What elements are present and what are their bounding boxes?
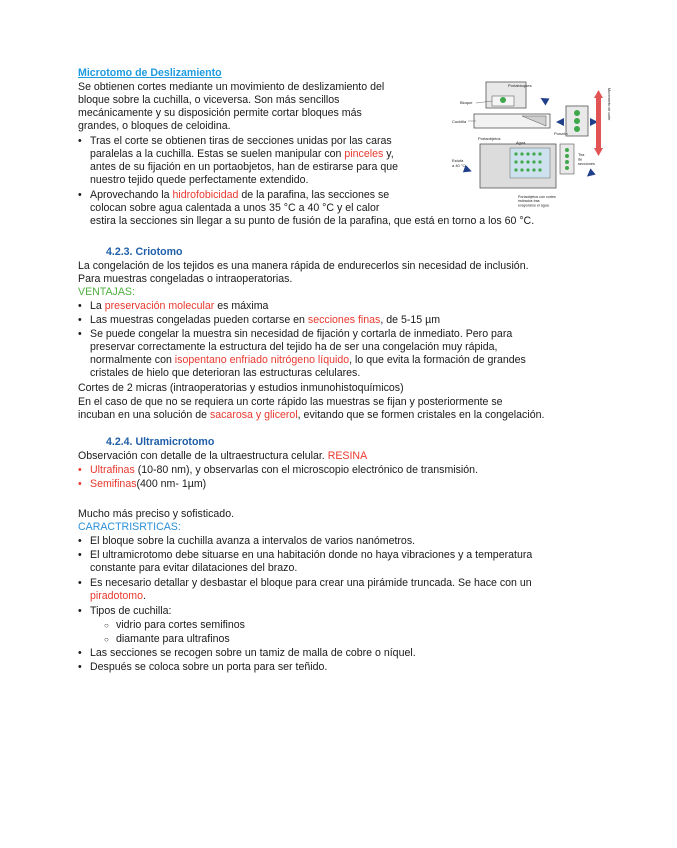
label-tira: Tira de secciones [578, 153, 595, 166]
highlight-piradotomo: piradotomo [90, 590, 143, 602]
bullet-intervalos: • El bloque sobre la cuchilla avanza a intervalos de varios nanómetros. [78, 535, 416, 547]
highlight-sacarosa: sacarosa y glicerol [209, 409, 298, 421]
criotomo-p1: La congelación de los tejidos es una manera rápida de endurecerlos sin necesidad de inclusión. [78, 260, 529, 272]
vertical-arrow [596, 96, 601, 150]
criotomo-p3: Cortes de 2 micras (intraoperatorias y estudios inmunohistoquímicos) [78, 382, 404, 394]
microtome-diagram [450, 78, 615, 218]
label-bloque: Bloque [460, 100, 473, 105]
highlight-preservacion: preservación molecular [104, 300, 215, 312]
ventajas-label: VENTAJAS: [78, 286, 135, 298]
bullet-vibraciones: • El ultramicrotomo debe situarse en una habitación donde no haya vibraciones y a temperatura [78, 549, 533, 561]
intro-line-4: grandes, o bloques de celoidina. [78, 120, 231, 132]
bullet-piramide-line-2: piradotomo. [90, 590, 146, 602]
bullet-semifinas: • Semifinas(400 nm- 1µm) [78, 478, 207, 490]
subbullet-diamante: ○ diamante para ultrafinos [104, 633, 230, 645]
highlight-secciones-finas: secciones finas [307, 314, 381, 326]
bullet-hidrofobicidad-line-3: estira la secciones sin llegar a su punto de fusión de la parafina, que está en torno a los 60 °C. [90, 215, 535, 227]
label-cuchilla: Cuchilla [452, 119, 467, 124]
bullet-porta: • Después se coloca sobre un porta para ser teñido. [78, 661, 328, 673]
tissue-dot [500, 97, 506, 103]
diagram-caption: Portaobjetos con cortes estirados tras evaporarse el agua [518, 195, 556, 208]
section-title-microtomo-deslizamiento[interactable]: Microtomo de Deslizamiento [78, 67, 222, 79]
criotomo-p4: En el caso de que no se requiera un corte rápido las muestras se fijan y posteriormente se [78, 396, 503, 408]
bullet-tiras-line-3: antes de su fijación en un portaobjetos, han de estirarse para que [90, 161, 399, 173]
highlight-isopentano: isopentano enfriado nitrógeno líquido [174, 354, 350, 366]
bullet-congelar-line-3: normalmente con isopentano enfriado nitrógeno líquido, lo que evita la formación de grandes [90, 354, 526, 366]
highlight-resina: RESINA [327, 450, 368, 462]
section-title-ultramicrotomo: 4.2.4. Ultramicrotomo [106, 436, 215, 448]
highlight-ultrafinas: Ultrafinas [90, 464, 135, 476]
label-punzon: Punzón [554, 131, 568, 136]
intro-line-2: bloque sobre la cuchilla, o viceversa. Son más sencillos [78, 94, 340, 106]
bullet-hidrofobicidad-line-2: colocan sobre agua calentada a unos 35 °C a 40 °C y el calor [90, 202, 380, 214]
highlight-semifinas: Semifinas [90, 478, 137, 490]
caracteristicas-label: CARACTRISRTICAS: [78, 521, 181, 533]
label-agua: Agua [516, 140, 526, 145]
bullet-preservacion: • La preservación molecular es máxima [78, 300, 269, 312]
highlight-pinceles: pinceles [344, 148, 384, 160]
intro-line-3: mecánicamente y su disposición permite cortar bloques más [78, 107, 362, 119]
intro-line-1: Se obtienen cortes mediante un movimiento de deslizamiento del [78, 81, 385, 93]
bullet-congelar-line-2: preservar correctamente la estructura del tejido ha de ser una congelación muy rápida, [90, 341, 498, 353]
bullet-vibraciones-line-2: constante para evitar dilataciones del brazo. [90, 562, 298, 574]
bullet-tiras-line-4: nuestro tejido quede perfectamente extendido. [90, 174, 309, 186]
bullet-secciones-finas: • Las muestras congeladas pueden cortarse en secciones finas, de 5-15 µm [78, 314, 441, 326]
label-portaobjetos: Portaobjetos [478, 136, 501, 141]
bullet-congelar-line-4: cristales de hielo que deterioran las estructuras celulares. [90, 367, 361, 379]
subbullet-vidrio: ○ vidrio para cortes semifinos [104, 619, 245, 631]
bullet-tiras-line-2: paralelas a la cuchilla. Estas se suelen manipular con pinceles y, [90, 148, 394, 160]
criotomo-p2: Para muestras congeladas o intraoperatorias. [78, 273, 293, 285]
bullet-hidrofobicidad: • Aprovechando la hidrofobicidad de la parafina, las secciones se [78, 189, 390, 201]
criotomo-p5: incuban en una solución de sacarosa y glicerol, evitando que se formen cristales en la congelación. [78, 409, 545, 421]
bullet-tiras: • Tras el corte se obtienen tiras de secciones unidas por las caras [78, 135, 392, 147]
bullet-ultrafinas: • Ultrafinas (10-80 nm), y observarlas con el microscopio electrónico de transmisión. [78, 464, 479, 476]
bullet-congelar: • Se puede congelar la muestra sin necesidad de fijación y cortarla de inmediato. Pero para [78, 328, 513, 340]
ultra-p2: Mucho más preciso y sofisticado. [78, 508, 235, 520]
label-movimiento: Movimiento de corte [607, 88, 611, 121]
section-title-criotomo: 4.2.3. Criotomo [106, 246, 183, 258]
ultra-p1: Observación con detalle de la ultraestructura celular. RESINA [78, 450, 368, 462]
bullet-tipos-cuchilla: • Tipos de cuchilla: [78, 605, 172, 617]
label-estufa: Estufa a 40 °C [452, 158, 466, 168]
label-portabloques: Portabloques [508, 83, 532, 88]
bullet-tamiz: • Las secciones se recogen sobre un tamiz de malla de cobre o níquel. [78, 647, 416, 659]
highlight-hidrofobicidad: hidrofobicidad [172, 189, 239, 201]
bullet-piramide: • Es necesario detallar y desbastar el bloque para crear una pirámide truncada. Se hace con un [78, 577, 532, 589]
